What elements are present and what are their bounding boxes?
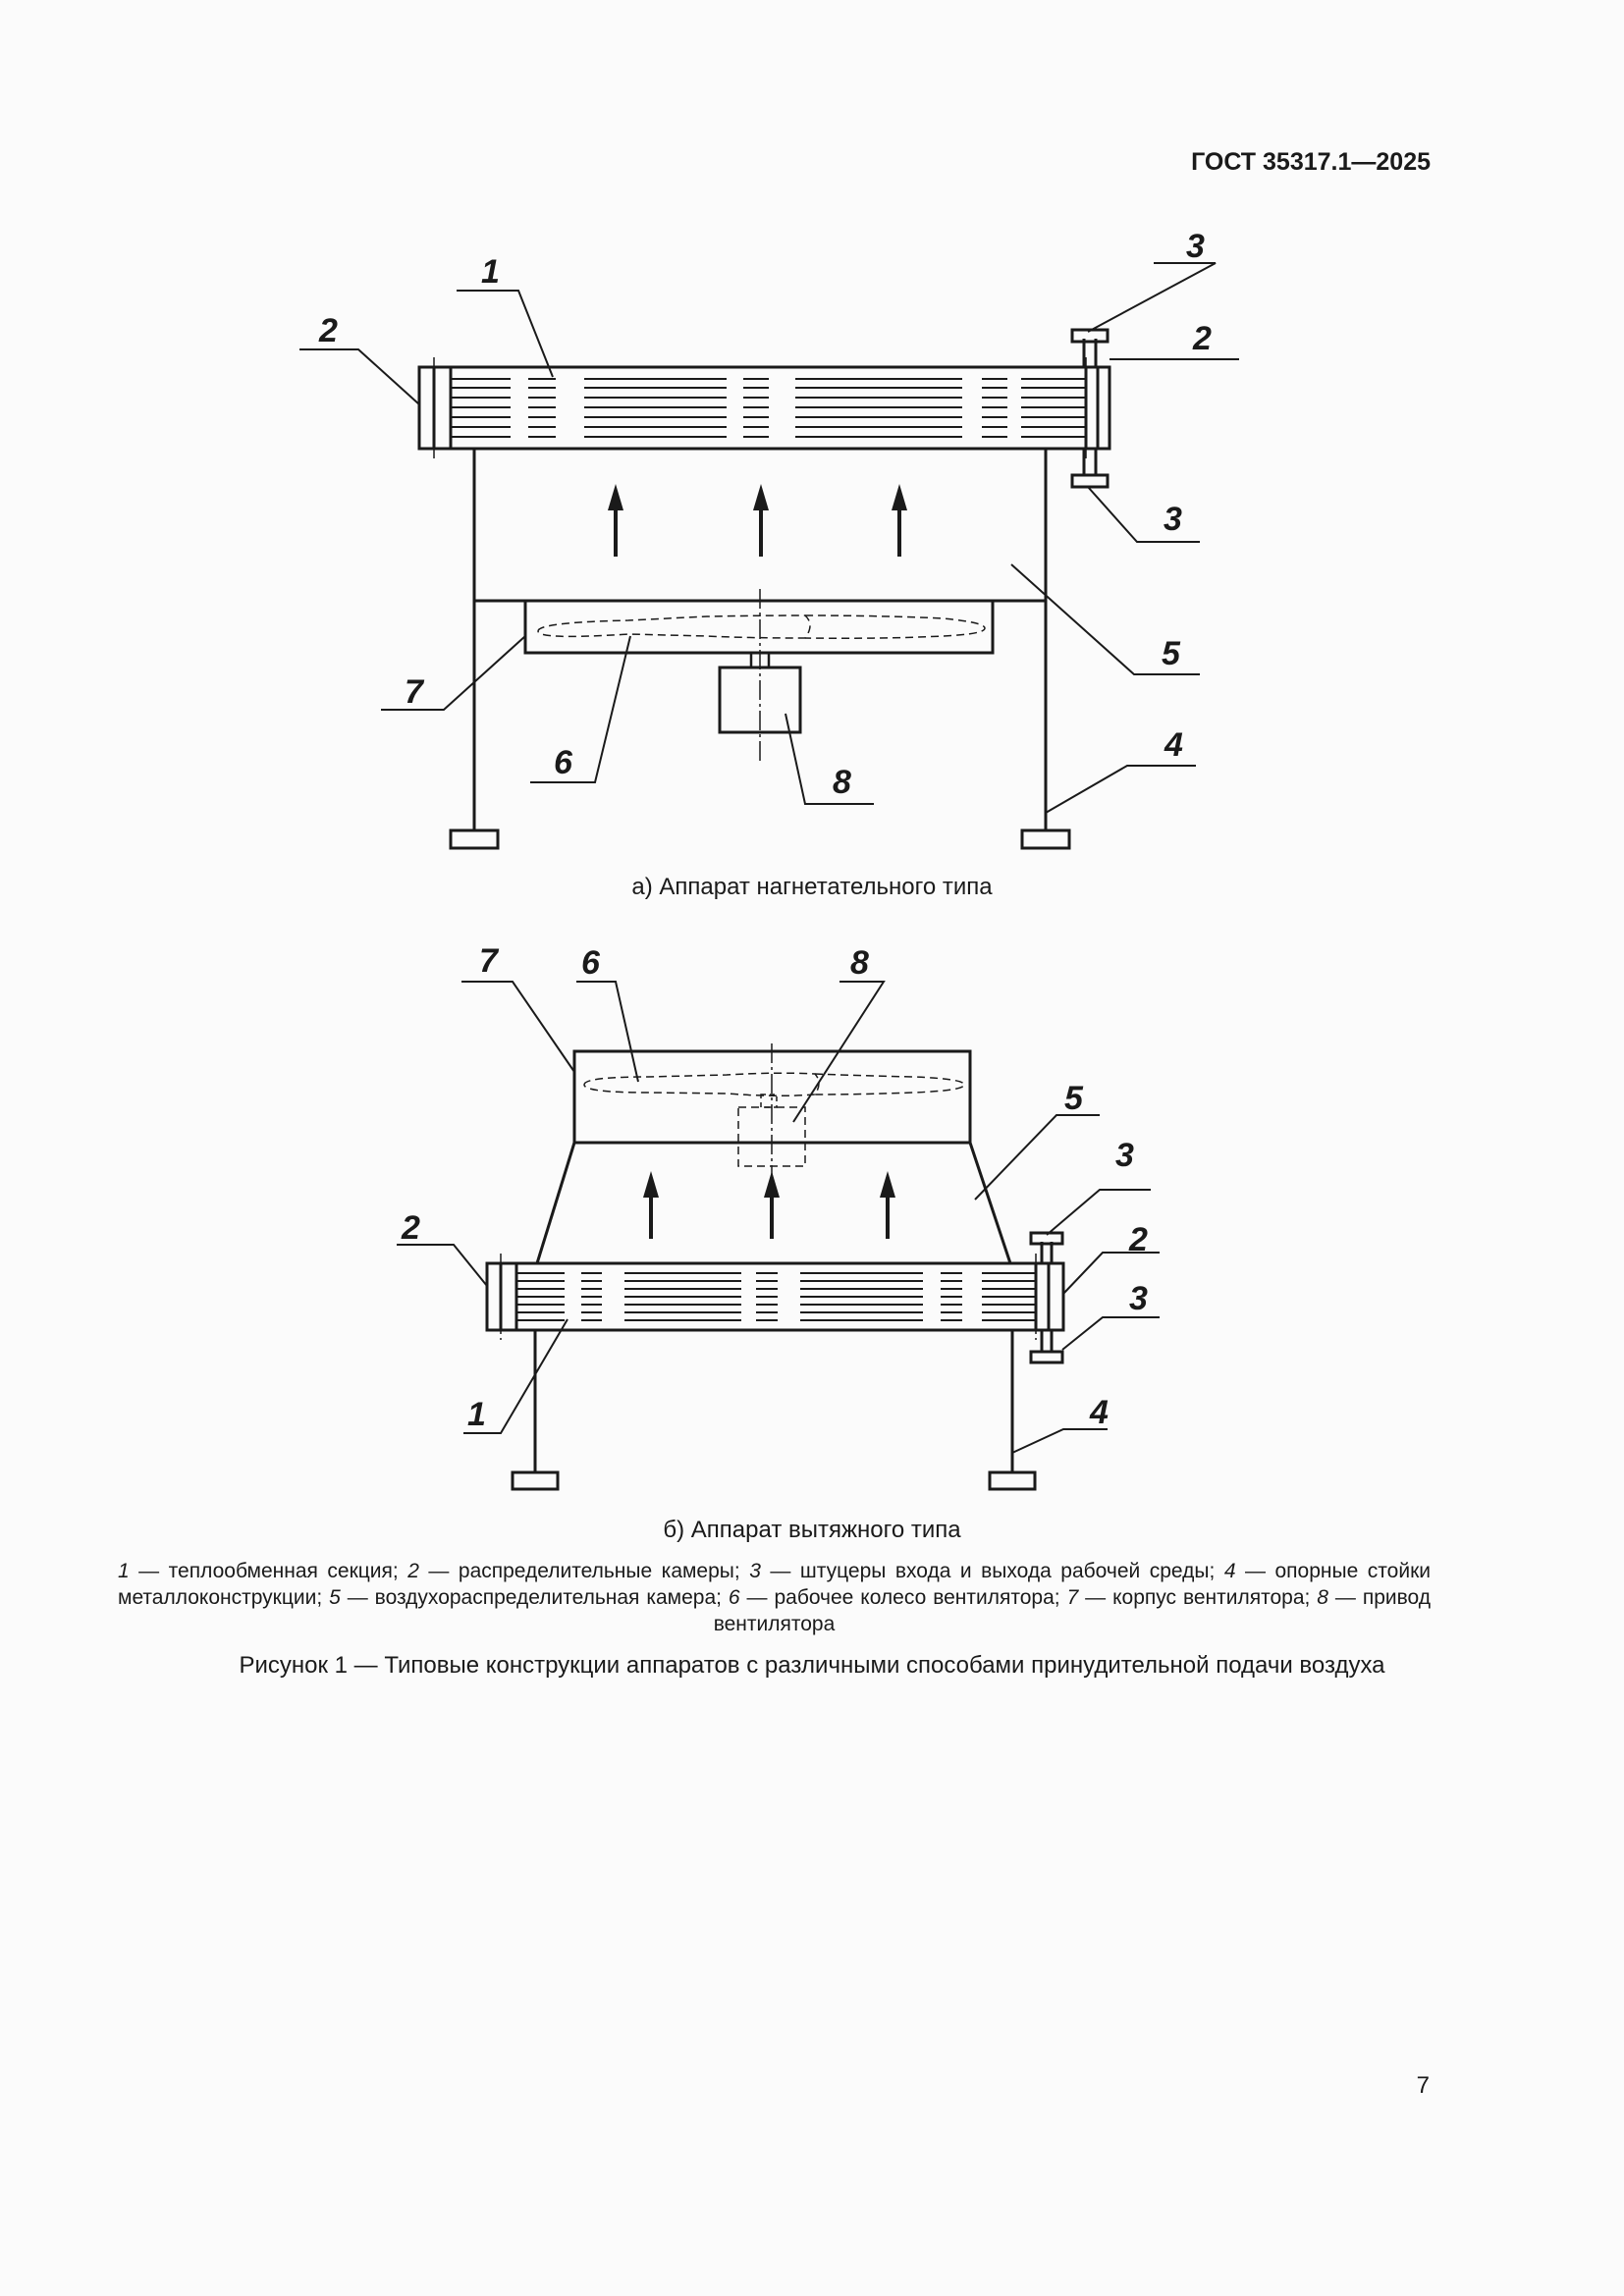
label-8-b: 8 <box>850 944 869 982</box>
label-2-left-b: 2 <box>402 1209 420 1247</box>
legend-text-4: — опорные стойки металлоконструкции; <box>118 1560 1431 1609</box>
label-2-right-a: 2 <box>1193 320 1212 357</box>
label-4-b: 4 <box>1090 1394 1109 1431</box>
label-2-left-a: 2 <box>319 312 338 349</box>
legend-text-8: — привод вентилятора <box>713 1586 1432 1635</box>
legend-text-3: — штуцеры входа и выхода рабочей среды; <box>760 1560 1224 1582</box>
legend-text-7: — корпус вентилятора; <box>1078 1586 1318 1609</box>
legend-num-3: 3 <box>749 1560 761 1582</box>
label-6-b: 6 <box>581 944 600 982</box>
label-4-a: 4 <box>1164 726 1183 764</box>
legend-text-1: — теплообменная секция; <box>129 1560 408 1582</box>
label-8-a: 8 <box>833 764 851 801</box>
label-6-a: 6 <box>554 744 572 781</box>
label-3-top-b: 3 <box>1115 1137 1134 1174</box>
figure-legend <box>118 1558 1431 1637</box>
label-3-bottom-a: 3 <box>1164 501 1182 538</box>
caption-a: а) Аппарат нагнетательного типа <box>631 874 993 900</box>
legend-num-5: 5 <box>329 1586 341 1609</box>
legend-num-8: 8 <box>1317 1586 1328 1609</box>
label-1-a: 1 <box>481 253 500 291</box>
legend-text-6: — рабочее колесо вентилятора; <box>739 1586 1067 1609</box>
legend-num-1: 1 <box>118 1560 130 1582</box>
label-7-b: 7 <box>479 942 498 980</box>
legend-num-7: 7 <box>1066 1586 1079 1609</box>
legend-text-2: — распределительные камеры; <box>418 1560 750 1582</box>
legend-text-5: — воздухораспределительная камера; <box>340 1586 729 1609</box>
label-2-right-b: 2 <box>1129 1221 1148 1258</box>
legend-num-4: 4 <box>1223 1560 1236 1582</box>
label-7-a: 7 <box>405 673 423 711</box>
page-number: 7 <box>1416 2072 1430 2099</box>
figure-title: Рисунок 1 — Типовые конструкции аппаратов с различными способами принудительной подачи воздуха <box>239 1652 1385 1679</box>
document-number: ГОСТ 35317.1—2025 <box>1191 148 1431 176</box>
label-5-a: 5 <box>1162 635 1180 672</box>
caption-b: б) Аппарат вытяжного типа <box>663 1517 961 1543</box>
label-1-b: 1 <box>467 1396 486 1433</box>
label-3-bottom-b: 3 <box>1129 1280 1148 1317</box>
label-3-top-a: 3 <box>1186 228 1205 265</box>
label-5-b: 5 <box>1064 1080 1083 1117</box>
legend-num-2: 2 <box>407 1560 419 1582</box>
legend-num-6: 6 <box>728 1586 740 1609</box>
